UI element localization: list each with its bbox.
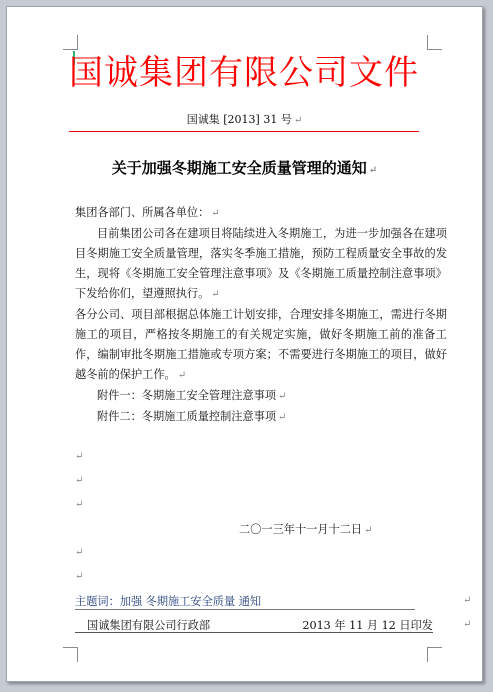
subject-keywords: 主题词：加强 冬期施工安全质量 通知 xyxy=(75,593,415,610)
issue-date-chinese: 二〇一三年十一月十二日 ↵ xyxy=(239,523,373,536)
footer-issuer-line xyxy=(75,617,433,633)
paragraph-mark: ↵ xyxy=(463,595,472,606)
crop-mark-top-left xyxy=(63,35,78,50)
crop-mark-bottom-right xyxy=(427,647,442,662)
document-body xyxy=(75,203,447,428)
salutation: 集团各部门、所属各单位： ↵ xyxy=(75,206,220,219)
body-paragraph-2: 各分公司、项目部根据总体施工计划安排，合理安排冬期施工，需进行冬期施工的项目，严格按冬期施工的有关规定实施，做好冬期施工前的准备工作，编制审批冬期施工措施或专项方案；不需要进行冬期施工的项目，做好越冬前的保护工作。 ↵ xyxy=(75,308,447,381)
print-date: 2013 年 11 月 12 日印发 xyxy=(302,619,433,632)
crop-mark-top-right xyxy=(427,35,442,50)
document-number: 国诚集 [2013] 31 号 ↵ xyxy=(186,113,303,126)
empty-paragraph: ↵ xyxy=(75,475,84,486)
attachment-1: 附件一：冬期施工安全管理注意事项 ↵ xyxy=(97,389,287,402)
org-red-header: 国诚集团有限公司文件 xyxy=(69,53,419,93)
document-title: 关于加强冬期施工安全质量管理的通知 ↵ xyxy=(111,159,378,177)
empty-paragraph: ↵ xyxy=(75,547,84,558)
attachment-2: 附件二：冬期施工质量控制注意事项 ↵ xyxy=(97,410,287,423)
paragraph-mark: ↵ xyxy=(463,619,472,630)
empty-paragraph: ↵ xyxy=(75,499,84,510)
crop-mark-bottom-left xyxy=(63,647,78,662)
empty-paragraph: ↵ xyxy=(75,571,84,582)
body-paragraph-1: 目前集团公司各在建项目将陆续进入冬期施工，为进一步加强各在建项目冬期施工安全质量管理，落实冬季施工措施，预防工程质量安全事故的发生，现将《冬期施工安全管理注意事项》及《冬期施工质量控制注意事项》下发给你们，望遵照执行。 ↵ xyxy=(75,227,447,300)
red-divider-line xyxy=(69,131,419,132)
document-page[interactable] xyxy=(6,6,483,682)
issuer-name: 国诚集团有限公司行政部 xyxy=(87,619,211,632)
empty-paragraph: ↵ xyxy=(75,451,84,462)
